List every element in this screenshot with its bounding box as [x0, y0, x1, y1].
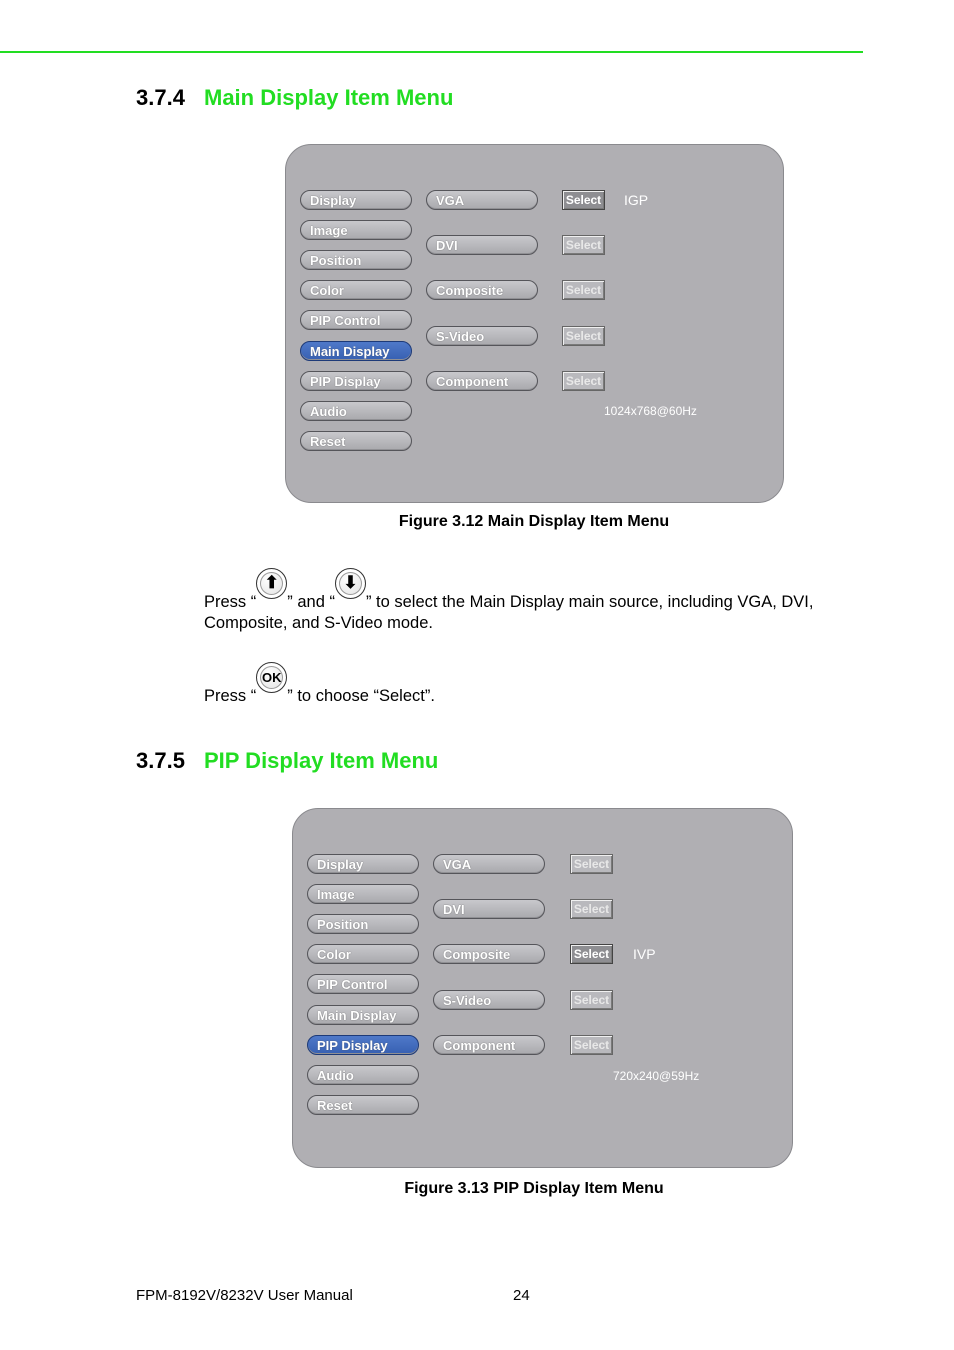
- menu-item-audio[interactable]: Audio: [300, 401, 412, 421]
- ok-key-icon: OK: [256, 662, 287, 693]
- menu-item-color[interactable]: Color: [307, 944, 419, 964]
- instruction-paragraph-2: [204, 662, 866, 707]
- source-vga[interactable]: VGA: [433, 854, 545, 874]
- menu-item-reset[interactable]: Reset: [307, 1095, 419, 1115]
- section-title: PIP Display Item Menu: [204, 748, 439, 773]
- footer-page-number: 24: [513, 1287, 530, 1304]
- menu-item-pip-display[interactable]: PIP Display: [300, 371, 412, 391]
- menu-item-audio[interactable]: Audio: [307, 1065, 419, 1085]
- menu-item-pip-control[interactable]: PIP Control: [307, 974, 419, 994]
- mode-label: IGP: [624, 192, 649, 208]
- mode-label: IVP: [633, 946, 656, 963]
- menu-item-position[interactable]: Position: [300, 250, 412, 270]
- menu-item-main-display[interactable]: Main Display: [300, 341, 412, 361]
- menu-item-color[interactable]: Color: [300, 280, 412, 300]
- instruction-text: Press “: [204, 593, 257, 611]
- select-button-composite[interactable]: Select: [570, 944, 613, 964]
- instruction-text: ” to choose “Select”.: [287, 687, 435, 705]
- select-button-component[interactable]: Select: [570, 1035, 613, 1055]
- osd-main-display-menu: [285, 144, 784, 503]
- down-arrow-key-icon: ⬇: [335, 568, 366, 599]
- instruction-text: Press “: [204, 687, 257, 705]
- source-dvi[interactable]: DVI: [426, 235, 538, 255]
- select-button-composite[interactable]: Select: [562, 280, 605, 300]
- menu-item-position[interactable]: Position: [307, 914, 419, 934]
- source-dvi[interactable]: DVI: [433, 899, 545, 919]
- instruction-text: ” to select the Main Display main source, including VGA, DVI, Composite, and S-Video mode.: [204, 593, 814, 632]
- section-heading-pip-display: [136, 748, 438, 774]
- menu-item-display[interactable]: Display: [300, 190, 412, 210]
- source-component[interactable]: Component: [426, 371, 538, 391]
- select-button-component[interactable]: Select: [562, 371, 605, 391]
- footer-manual-title: FPM-8192V/8232V User Manual: [136, 1287, 353, 1304]
- menu-item-pip-control[interactable]: PIP Control: [300, 310, 412, 330]
- menu-item-image[interactable]: Image: [307, 884, 419, 904]
- section-number: 3.7.4: [136, 85, 185, 110]
- section-number: 3.7.5: [136, 748, 185, 773]
- header-rule: [0, 51, 863, 53]
- section-title: Main Display Item Menu: [204, 85, 454, 110]
- menu-item-reset[interactable]: Reset: [300, 431, 412, 451]
- select-button-s-video[interactable]: Select: [570, 990, 613, 1010]
- section-heading-main-display: [136, 85, 453, 111]
- menu-item-image[interactable]: Image: [300, 220, 412, 240]
- figure-caption: Figure 3.12 Main Display Item Menu: [398, 513, 670, 530]
- select-button-dvi[interactable]: Select: [570, 899, 613, 919]
- source-s-video[interactable]: S-Video: [426, 326, 538, 346]
- menu-item-pip-display[interactable]: PIP Display: [307, 1035, 419, 1055]
- select-button-vga[interactable]: Select: [562, 190, 605, 210]
- source-component[interactable]: Component: [433, 1035, 545, 1055]
- osd-pip-display-menu: [292, 808, 793, 1168]
- resolution-readout: 1024x768@60Hz: [604, 404, 697, 418]
- select-button-s-video[interactable]: Select: [562, 326, 605, 346]
- instruction-paragraph-1: [204, 568, 866, 634]
- source-s-video[interactable]: S-Video: [433, 990, 545, 1010]
- resolution-readout: 720x240@59Hz: [613, 1069, 700, 1083]
- source-composite[interactable]: Composite: [433, 944, 545, 964]
- select-button-vga[interactable]: Select: [570, 854, 613, 874]
- instruction-text: ” and “: [287, 593, 335, 611]
- menu-item-display[interactable]: Display: [307, 854, 419, 874]
- select-button-dvi[interactable]: Select: [562, 235, 605, 255]
- up-arrow-key-icon: ⬆: [256, 568, 287, 599]
- source-vga[interactable]: VGA: [426, 190, 538, 210]
- figure-caption: Figure 3.13 PIP Display Item Menu: [404, 1180, 664, 1197]
- source-composite[interactable]: Composite: [426, 280, 538, 300]
- menu-item-main-display[interactable]: Main Display: [307, 1005, 419, 1025]
